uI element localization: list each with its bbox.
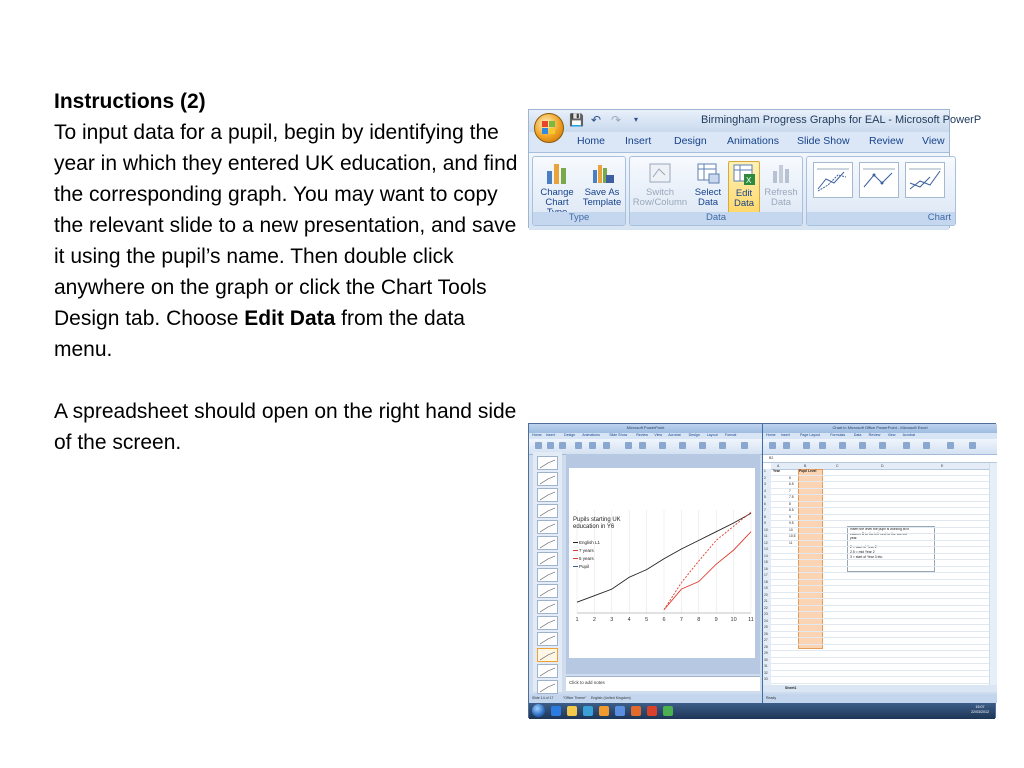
mini-tab-slide-show[interactable]: Slide Show xyxy=(609,433,628,437)
row-number[interactable]: 1 xyxy=(764,469,766,473)
instructions-paragraph-1: To input data for a pupil, begin by identifying the year in which they entered UK education, and find the corresponding graph. You may want to copy the relevant slide to a new presentation, and save it using the pupil’s name. Then double click anywhere on the graph or click the Chart Tools Design tab. Choose Edit Data from the data menu. xyxy=(54,121,518,361)
slide-thumbnail[interactable] xyxy=(537,536,558,550)
note-line: year. xyxy=(850,536,858,541)
row-number[interactable]: 8 xyxy=(764,514,766,519)
chart-styles-group xyxy=(806,156,956,226)
chart-style-1[interactable] xyxy=(813,162,853,198)
quick-access-toolbar xyxy=(569,113,643,127)
tab-design[interactable]: Design xyxy=(674,135,707,147)
slide-thumbnail[interactable] xyxy=(537,616,558,630)
row-number[interactable]: 17 xyxy=(764,573,768,577)
ribbon-title-bar xyxy=(529,110,982,132)
row-number[interactable]: 13 xyxy=(764,547,768,551)
note-line: 2.5 = mid Year 2 xyxy=(850,549,875,554)
row-number[interactable]: 33 xyxy=(764,677,768,681)
row-number[interactable]: 23 xyxy=(764,612,768,616)
year-cell[interactable]: 9 xyxy=(789,514,791,519)
slide-thumbnail[interactable] xyxy=(537,664,558,678)
instructions-heading: Instructions (2) xyxy=(54,90,206,113)
year-cell[interactable]: 10.5 xyxy=(789,534,796,538)
row-number[interactable]: 27 xyxy=(764,638,768,642)
x-tick-label: 5 xyxy=(645,617,649,623)
slide-thumbnail[interactable] xyxy=(537,648,558,662)
tab-animations[interactable]: Animations xyxy=(727,135,779,147)
ppt-ribbon xyxy=(529,439,762,455)
redo-icon[interactable]: ↷ xyxy=(610,113,622,127)
row-number[interactable]: 25 xyxy=(764,625,768,629)
note-line: 3 = start of Year 3 etc. xyxy=(850,554,884,559)
instructions-text xyxy=(54,86,524,458)
sheet-tab-sheet1[interactable]: Sheet1 xyxy=(785,686,797,690)
ppt-window-title: Microsoft PowerPoint xyxy=(626,425,665,430)
office-button[interactable] xyxy=(534,113,564,143)
start-button[interactable] xyxy=(532,704,545,717)
save-as-template-button[interactable]: Save As Template xyxy=(581,161,623,208)
x-tick-label: 1 xyxy=(575,617,579,623)
spreadsheet-grid[interactable] xyxy=(763,463,989,685)
tab-slide-show[interactable]: Slide Show xyxy=(797,135,850,147)
windows-taskbar xyxy=(529,703,995,719)
type-group-label: Type xyxy=(533,212,625,225)
note-line: column B to the left next to the correct xyxy=(850,531,908,536)
x-tick-label: 7 xyxy=(679,617,683,623)
app-icon[interactable] xyxy=(647,706,657,716)
edit-data-icon xyxy=(731,162,757,186)
customize-qat-icon[interactable]: ▾ xyxy=(633,115,638,124)
system-clock[interactable]: 15:07 22/03/2012 xyxy=(971,705,989,714)
powerpoint-window xyxy=(529,424,762,703)
mini-tab-view[interactable]: View xyxy=(887,433,896,437)
series-line-3 xyxy=(664,512,751,610)
slide-thumbnail[interactable] xyxy=(537,632,558,646)
mini-tab-home[interactable]: Home xyxy=(532,433,542,437)
row-number[interactable]: 6 xyxy=(764,501,766,506)
tab-home[interactable]: Home xyxy=(577,135,606,147)
select-data-icon xyxy=(695,161,721,185)
chart-legend xyxy=(573,539,600,571)
x-tick-label: 9 xyxy=(714,617,718,623)
row-number[interactable]: 29 xyxy=(764,651,768,655)
row-number[interactable]: 7 xyxy=(764,508,766,512)
media-icon[interactable] xyxy=(583,706,593,716)
slide-thumbnail[interactable] xyxy=(537,680,558,694)
note-line: Insert the level the pupil is working at in xyxy=(850,527,910,531)
tab-insert[interactable]: Insert xyxy=(625,135,652,147)
row-number[interactable]: 32 xyxy=(764,670,768,675)
row-number[interactable]: 15 xyxy=(764,560,768,564)
year-cell[interactable]: 6.5 xyxy=(789,482,794,486)
column-header[interactable]: D xyxy=(881,464,884,468)
slide-thumbnails-pane[interactable] xyxy=(533,452,562,692)
row-number[interactable]: 21 xyxy=(764,599,768,603)
row-number[interactable]: 24 xyxy=(764,618,768,623)
name-box[interactable]: B2 xyxy=(769,456,774,460)
ribbon-tabs xyxy=(529,132,949,152)
mini-tab-acrobat[interactable]: Acrobat xyxy=(902,433,915,437)
excel-status-bar xyxy=(763,694,997,703)
explorer-icon[interactable] xyxy=(567,706,577,716)
row-number[interactable]: 4 xyxy=(764,488,766,493)
column-header[interactable]: E xyxy=(941,464,944,468)
header-cell[interactable]: Year xyxy=(773,469,780,473)
row-number[interactable]: 2 xyxy=(764,475,766,480)
slide-editing-area xyxy=(566,454,760,674)
row-number[interactable]: 3 xyxy=(764,482,766,486)
column-header[interactable]: C xyxy=(836,464,839,468)
row-number[interactable]: 10 xyxy=(764,527,768,532)
svg-text:X: X xyxy=(746,176,752,185)
row-number[interactable]: 19 xyxy=(764,586,768,590)
year-cell[interactable]: 8.5 xyxy=(789,508,794,512)
office-logo-icon xyxy=(542,121,556,135)
mini-tab-layout[interactable]: Layout xyxy=(706,433,718,437)
slide-thumbnail[interactable] xyxy=(537,504,558,518)
year-cell[interactable]: 9.5 xyxy=(789,521,794,525)
slide-canvas[interactable] xyxy=(569,468,755,658)
column-header[interactable]: B xyxy=(804,464,807,468)
undo-icon[interactable]: ↶ xyxy=(590,113,602,127)
outlook-icon[interactable] xyxy=(599,706,609,716)
chart-title: Pupils starting UK education in Y6 xyxy=(573,517,621,530)
window-title: Birmingham Progress Graphs for EAL - Microsoft PowerP xyxy=(701,114,982,126)
mini-tab-insert[interactable]: Insert xyxy=(780,433,790,437)
notes-placeholder: Click to add notes xyxy=(569,680,605,685)
refresh-data-button[interactable]: Refresh Data xyxy=(761,161,801,208)
save-icon[interactable]: 💾 xyxy=(569,113,584,127)
ppt-title-bar xyxy=(529,424,762,433)
edit-data-button[interactable]: X Edit Data xyxy=(728,161,760,215)
chart-style-3[interactable] xyxy=(905,162,945,198)
ribbon-body xyxy=(529,152,949,230)
year-cell[interactable]: 10 xyxy=(789,527,793,532)
slide-thumbnail[interactable] xyxy=(537,600,558,614)
slide-thumbnail[interactable] xyxy=(537,584,558,598)
excel-title-bar xyxy=(763,424,997,433)
row-number[interactable]: 11 xyxy=(764,534,768,538)
row-number[interactable]: 28 xyxy=(764,644,768,649)
legend-item: 5 years xyxy=(573,555,600,563)
mini-tab-animations[interactable]: Animations xyxy=(582,433,600,437)
x-tick-label: 6 xyxy=(662,617,666,623)
mini-tab-design[interactable]: Design xyxy=(564,433,576,437)
year-cell[interactable]: 7 xyxy=(789,488,791,493)
mini-tab-acrobat[interactable]: Acrobat xyxy=(668,433,681,437)
notes-pane[interactable] xyxy=(566,676,760,691)
mini-tab-page-layout[interactable]: Page Layout xyxy=(800,433,821,437)
edit-data-emphasis: Edit Data xyxy=(244,307,336,330)
row-number[interactable]: 12 xyxy=(764,540,768,545)
split-screen-screenshot xyxy=(528,423,996,718)
save-template-icon xyxy=(589,161,615,185)
row-number[interactable]: 18 xyxy=(764,579,768,584)
formula-bar[interactable] xyxy=(763,455,997,463)
mini-tab-design[interactable]: Design xyxy=(688,433,700,437)
chart-style-2[interactable] xyxy=(859,162,899,198)
excel-ribbon xyxy=(763,439,997,455)
row-number[interactable]: 22 xyxy=(764,605,768,610)
excel-window xyxy=(763,424,997,703)
year-cell[interactable]: 7.5 xyxy=(789,495,794,499)
slide-thumbnail[interactable] xyxy=(537,520,558,534)
language-indicator: English (United Kingdom) xyxy=(591,696,631,700)
mini-tab-review[interactable]: Review xyxy=(868,433,881,437)
switch-row-column-icon xyxy=(647,161,673,185)
slide-thumbnail[interactable] xyxy=(537,472,558,486)
slide-counter: Slide 14 of 17 xyxy=(532,696,554,700)
year-cell[interactable]: 6 xyxy=(789,475,791,480)
row-number[interactable]: 5 xyxy=(764,495,766,499)
powerpoint-taskbar-icon[interactable] xyxy=(631,706,641,716)
legend-item: 7 years xyxy=(573,547,600,555)
legend-item: Pupil xyxy=(573,563,600,571)
theme-name: "Office Theme" xyxy=(563,696,587,700)
select-data-button[interactable]: Select Data xyxy=(692,161,724,208)
slide-thumbnail[interactable] xyxy=(537,552,558,566)
column-header[interactable]: A xyxy=(777,464,780,468)
series-line-2 xyxy=(664,532,751,610)
mini-tab-formulas[interactable]: Formulas xyxy=(830,433,846,437)
type-group xyxy=(532,156,626,226)
year-cell[interactable]: 8 xyxy=(789,501,791,506)
change-chart-type-button[interactable]: Change Chart xyxy=(536,161,578,218)
ppt-status-bar xyxy=(529,694,762,703)
row-number[interactable]: 9 xyxy=(764,521,766,525)
slide-thumbnail[interactable] xyxy=(537,488,558,502)
legend-item: English L1 xyxy=(573,539,600,547)
data-group-label: Data xyxy=(630,212,802,225)
row-number[interactable]: 14 xyxy=(764,553,768,558)
header-cell[interactable]: Pupil Level xyxy=(799,469,817,473)
mini-tab-insert[interactable]: Insert xyxy=(545,433,555,437)
year-cell[interactable]: 11 xyxy=(789,540,793,545)
row-number[interactable]: 31 xyxy=(764,664,768,668)
x-tick-label: 4 xyxy=(627,617,631,623)
switch-row-column-button[interactable]: Switch Row/Column xyxy=(632,161,688,208)
refresh-data-icon xyxy=(768,161,794,185)
row-number[interactable]: 20 xyxy=(764,592,768,597)
word-icon[interactable] xyxy=(615,706,625,716)
row-number[interactable]: 30 xyxy=(764,657,768,662)
excel-status: Ready xyxy=(766,696,777,700)
row-number[interactable]: 26 xyxy=(764,631,768,636)
x-tick-label: 11 xyxy=(748,617,754,623)
chart-styles-group-label: Chart xyxy=(807,212,955,225)
sheet-tabs xyxy=(763,685,997,692)
mini-tab-home[interactable]: Home xyxy=(766,433,776,437)
tab-review[interactable]: Review xyxy=(869,135,904,147)
mini-tab-format[interactable]: Format xyxy=(725,433,737,437)
mini-tab-data[interactable]: Data xyxy=(853,433,862,437)
slide-thumbnail[interactable] xyxy=(537,456,558,470)
chart-type-icon xyxy=(544,161,570,185)
instructions-paragraph-2: A spreadsheet should open on the right hand side of the screen. xyxy=(54,400,517,454)
excel-taskbar-icon[interactable] xyxy=(663,706,673,716)
ribbon-screenshot xyxy=(528,109,982,228)
row-number[interactable]: 16 xyxy=(764,566,768,571)
slide-thumbnail[interactable] xyxy=(537,568,558,582)
x-tick-label: 10 xyxy=(730,617,737,623)
mini-tab-review[interactable]: Review xyxy=(636,433,648,437)
note-line: 2 = start of Year 2 xyxy=(850,545,877,550)
ie-icon[interactable] xyxy=(551,706,561,716)
x-tick-label: 3 xyxy=(610,617,614,623)
excel-window-title: Chart in Microsoft Office PowerPoint - Microsoft Excel xyxy=(832,425,928,430)
table-row[interactable] xyxy=(771,677,989,684)
data-group xyxy=(629,156,803,226)
vertical-scrollbar[interactable] xyxy=(990,463,997,685)
mini-tab-view[interactable]: View xyxy=(654,433,663,437)
tab-view[interactable]: View xyxy=(922,135,945,147)
x-tick-label: 2 xyxy=(592,617,596,623)
x-tick-label: 8 xyxy=(697,617,701,623)
